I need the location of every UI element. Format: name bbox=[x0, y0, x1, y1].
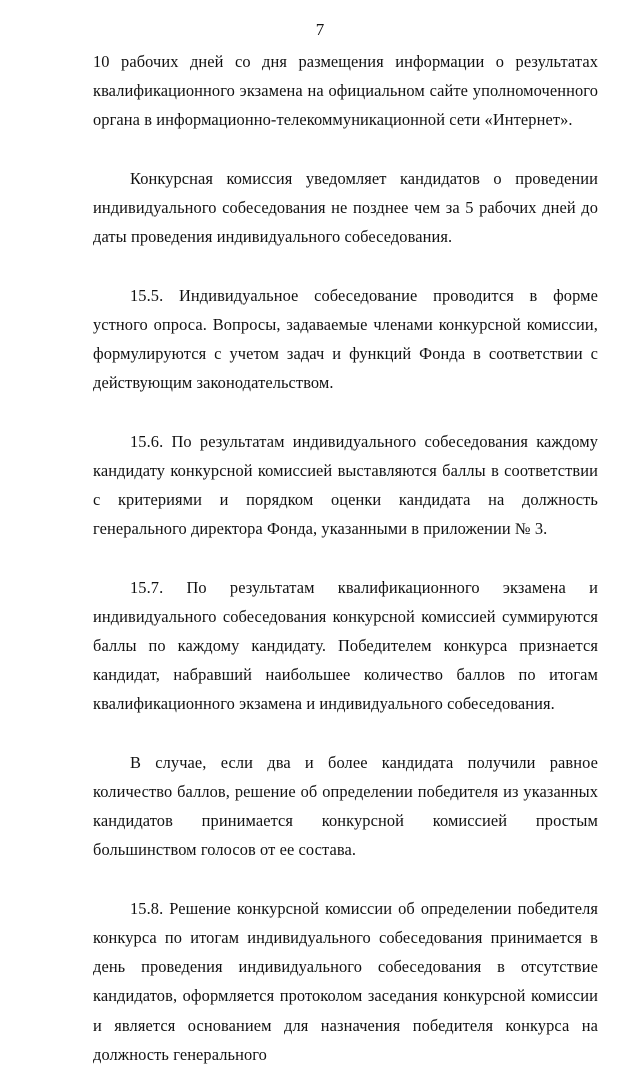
page-number: 7 bbox=[315, 20, 325, 39]
paragraph-15-7: 15.7. По результатам квалификационного экзамена и индивидуального собеседования конкурсной комиссией суммируются баллы по каждому кандидату. Победителем конкурса признается кандидат, набравший наибольшее количество баллов по итогам квалификационного экзамена и индивидуального собеседования. bbox=[93, 577, 598, 714]
paragraph-15-8: 15.8. Решение конкурсной комиссии об определении победителя конкурса по итогам индивидуального собеседования принимается в день проведения индивидуального собеседования в отсутствие кандидатов, оформляется протоколом заседания конкурсной комиссии и является основанием для назначения победителя конкурса на должность генерального bbox=[93, 898, 598, 1064]
paragraph-15-6: 15.6. По результатам индивидуального собеседования каждому кандидату конкурсной комиссией выставляются баллы в соответствии с критериями и порядком оценки кандидата на должность генерального директора Фонда, указанными в приложении № 3. bbox=[93, 431, 598, 539]
paragraph-15-5: 15.5. Индивидуальное собеседование проводится в форме устного опроса. Вопросы, задаваемые членами конкурсной комиссии, формулируются с учетом задач и функций Фонда в соответствии с действующим законодательством. bbox=[93, 285, 598, 393]
paragraph-continuation: 10 рабочих дней со дня размещения информации о результатах квалификационного экзамена на официальном сайте уполномоченного органа в информационно-телекоммуникационной сети «Интернет». bbox=[93, 52, 598, 130]
paragraph-tie-rule: В случае, если два и более кандидата получили равное количество баллов, решение об определении победителя из указанных кандидатов принимается конкурсной комиссией простым большинством голосов от ее состава. bbox=[93, 752, 598, 860]
document-body bbox=[93, 47, 598, 1069]
paragraph-interview-notice: Конкурсная комиссия уведомляет кандидатов о проведении индивидуального собеседования не позднее чем за 5 рабочих дней до даты проведения индивидуального собеседования. bbox=[93, 168, 598, 247]
